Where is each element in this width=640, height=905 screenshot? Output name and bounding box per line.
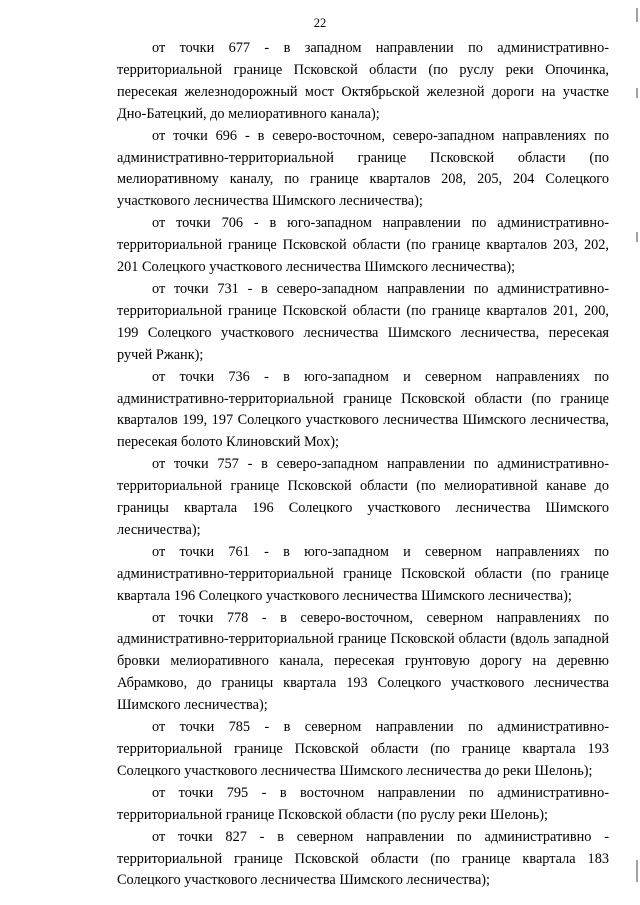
paragraph-point-778: от точки 778 - в северо-восточном, северном направлениях по административно-территориальной границе Псковской области (вдоль западной бровки мелиоративного канала, пересекая грунтовую дорогу на деревню Абрамково, до границы квартала 193 Солецкого участкового лесничества Шимского лесничества); (117, 609, 609, 714)
scan-edge-mark (636, 8, 638, 22)
paragraph-point-731: от точки 731 - в северо-западном направлении по административно-территориальной границе Псковской области (по границе кварталов 201, 200, 199 Солецкого участкового лесничества Шимского лесничества, пересекая ручей Ржанк); (117, 280, 609, 363)
paragraph-point-827: от точки 827 - в северном направлении по административно - территориальной границе Псковской области (по границе квартала 183 Солецкого участкового лесничества Шимского лесничества); (117, 828, 609, 889)
paragraph-point-736: от точки 736 - в юго-западном и северном направлениях по административно-территориальной границе Псковской области (по границе кварталов 199, 197 Солецкого участкового лесничества Шимского лесничества, пересекая болото Клиновский Мох); (117, 368, 609, 451)
paragraph-point-795: от точки 795 - в восточном направлении по административно-территориальной границе Псковской области (по руслу реки Шелонь); (117, 784, 609, 823)
paragraph-point-761: от точки 761 - в юго-западном и северном направлениях по административно-территориальной границе Псковской области (по границе квартала 196 Солецкого участкового лесничества Шимского лесничества); (117, 543, 609, 604)
paragraph-point-696: от точки 696 - в северо-восточном, северо-западном направлениях по административно-территориальной границе Псковской области (по мелиоративному каналу, по границе кварталов 208, 205, 204 Солецкого участкового лесничества Шимского лесничества); (117, 127, 609, 210)
page-number: 22 (313, 16, 327, 30)
paragraph-point-757: от точки 757 - в северо-западном направлении по административно-территориальной границе Псковской области (по мелиоративной канаве до границы квартала 196 Солецкого участкового лесничества Шимского лесничества); (117, 456, 609, 538)
paragraph-point-677: от точки 677 - в западном направлении по административно-территориальной границе Псковской области (по руслу реки Опочинка, пересекая железнодорожный мост Октябрьской железной дороги на участке Дно-Батецкий, до мелиоративного канала); (117, 40, 609, 122)
scan-edge-mark (636, 88, 638, 98)
scan-edge-mark (636, 232, 638, 242)
paragraph-point-706: от точки 706 - в юго-западном направлении по административно-территориальной границе Псковской области (по границе кварталов 203, 202, 201 Солецкого участкового лесничества Шимского лесничества); (117, 215, 609, 276)
paragraph-point-785: от точки 785 - в северном направлении по административно-территориальной границе Псковской области (по границе квартала 193 Солецкого участкового лесничества Шимского лесничества до реки Шелонь); (117, 719, 609, 779)
document-body (117, 38, 609, 892)
scan-edge-mark (636, 860, 638, 882)
